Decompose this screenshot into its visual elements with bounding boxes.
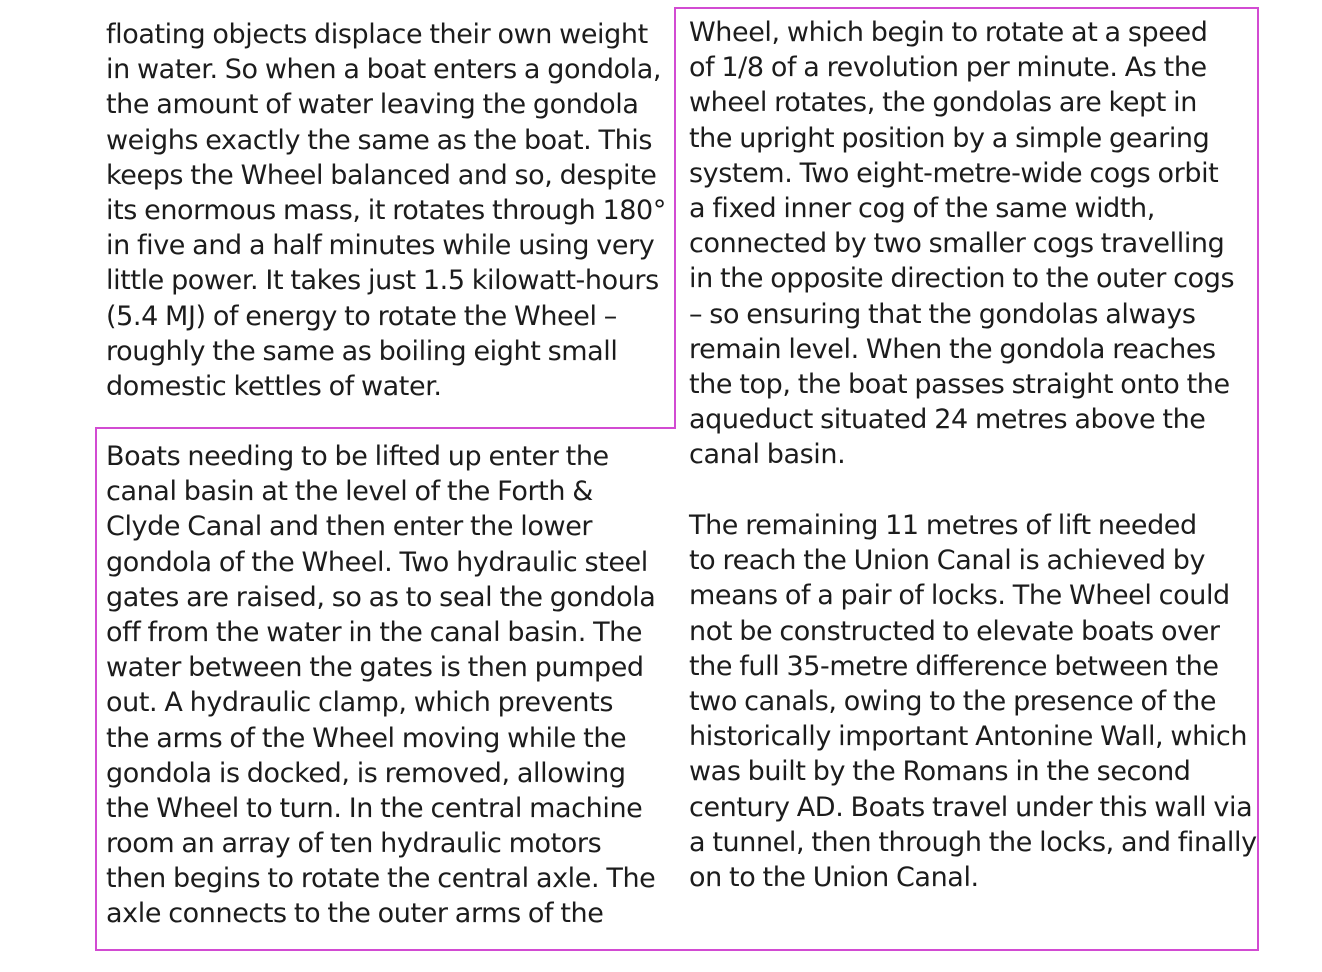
right-column-paragraph-2 [689,508,1257,895]
text-line: century AD. Boats travel under this wall via [689,791,1253,823]
text-line: roughly the same as boiling eight small [106,335,618,367]
text-line: axle connects to the outer arms of the [106,898,604,930]
text-line: floating objects displace their own weight [106,19,648,50]
text-line: remain level. When the gondola reaches [689,333,1216,365]
left-column-paragraph-1 [106,17,666,404]
text-line: in water. So when a boat enters a gondola, [106,54,662,86]
text-line: aqueduct situated 24 metres above the [689,404,1206,436]
text-line: a tunnel, then through the locks, and finally [689,826,1257,858]
text-line: the full 35-metre difference between the [689,650,1219,682]
text-line: in five and a half minutes while using very [106,230,655,262]
text-line: the arms of the Wheel moving while the [106,722,627,754]
text-line: – so ensuring that the gondolas always [689,298,1196,330]
text-line: (5.4 MJ) of energy to rotate the Wheel – [106,300,617,332]
text-line: out. A hydraulic clamp, which prevents [106,687,613,719]
text-line: the amount of water leaving the gondola [106,89,639,121]
text-line: gates are raised, so as to seal the gondola [106,581,656,613]
text-line: was built by the Romans in the second [689,756,1191,788]
text-line: system. Two eight-metre-wide cogs orbit [689,157,1219,189]
left-column-paragraph-2 [106,439,655,932]
text-line: its enormous mass, it rotates through 180° [106,194,666,226]
text-line: Wheel, which begin to rotate at a speed [689,17,1208,48]
text-line: the upright position by a simple gearing [689,122,1210,154]
text-line: a fixed inner cog of the same width, [689,192,1155,224]
text-line: gondola of the Wheel. Two hydraulic steel [106,546,648,578]
text-line: means of a pair of locks. The Wheel could [689,580,1230,612]
text-line: gondola is docked, is removed, allowing [106,757,626,789]
text-line: water between the gates is then pumped [106,652,644,684]
text-line: little power. It takes just 1.5 kilowatt-hours [106,265,659,297]
text-line: in the opposite direction to the outer cogs [689,263,1235,295]
text-line: the top, the boat passes straight onto the [689,368,1230,400]
text-line: connected by two smaller cogs travelling [689,228,1225,260]
text-line: room an array of ten hydraulic motors [106,828,602,860]
text-line: to reach the Union Canal is achieved by [689,545,1206,577]
text-line: keeps the Wheel balanced and so, despite [106,159,657,191]
text-line: The remaining 11 metres of lift needed [689,510,1197,541]
text-line: two canals, owing to the presence of the [689,685,1217,717]
text-line: canal basin. [689,439,846,471]
text-line: the Wheel to turn. In the central machine [106,792,643,824]
right-column-paragraph-1 [689,15,1234,472]
text-line: of 1/8 of a revolution per minute. As the [689,52,1207,84]
text-line: historically important Antonine Wall, which [689,721,1248,753]
text-line: off from the water in the canal basin. The [106,616,643,648]
text-line: Boats needing to be lifted up enter the [106,441,609,472]
text-line: not be constructed to elevate boats over [689,615,1220,647]
text-line: on to the Union Canal. [689,861,979,893]
text-line: then begins to rotate the central axle. The [106,863,656,895]
text-line: wheel rotates, the gondolas are kept in [689,87,1197,119]
text-line: domestic kettles of water. [106,370,442,402]
text-line: canal basin at the level of the Forth & [106,476,593,508]
text-line: weighs exactly the same as the boat. This [106,124,653,156]
text-line: Clyde Canal and then enter the lower [106,511,593,543]
